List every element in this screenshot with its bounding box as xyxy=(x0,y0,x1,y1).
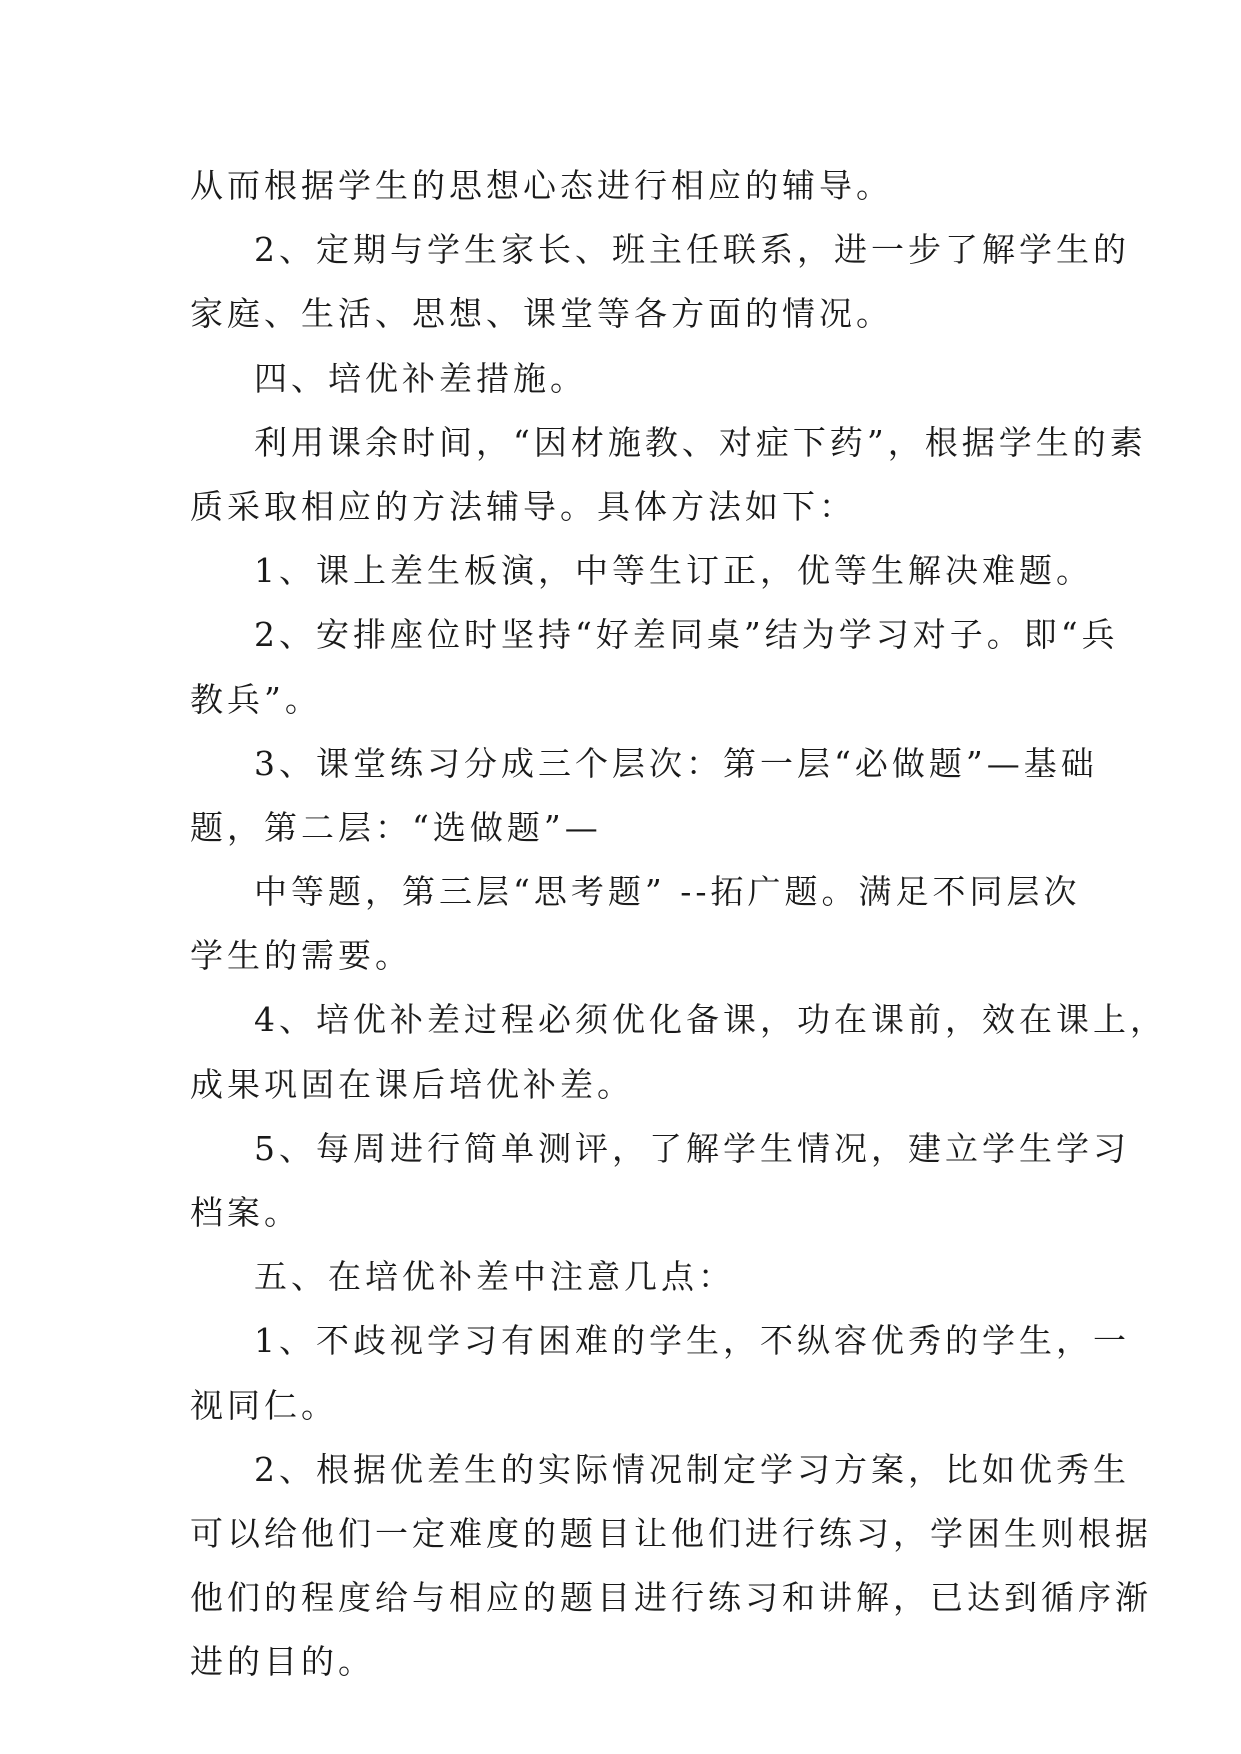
text-line: 他们的程度给与相应的题目进行练习和讲解，已达到循序渐 xyxy=(190,1578,1152,1618)
text-line: 5、每周进行简单测评，了解学生情况，建立学生学习 xyxy=(254,1128,1130,1168)
text-line: 视同仁。 xyxy=(190,1385,338,1425)
text-line: 2、定期与学生家长、班主任联系，进一步了解学生的 xyxy=(254,230,1130,270)
text-line: 2、根据优差生的实际情况制定学习方案，比如优秀生 xyxy=(254,1449,1130,1489)
text-line: 家庭、生活、思想、课堂等各方面的情况。 xyxy=(190,294,893,334)
text-line: 3、课堂练习分成三个层次：第一层“必做题”—基础 xyxy=(254,743,1098,783)
text-line: 2、安排座位时坚持“好差同桌”结为学习对子。即“兵 xyxy=(254,615,1119,655)
section-heading: 四、培优补差措施。 xyxy=(254,358,587,398)
text-line: 质采取相应的方法辅导。具体方法如下： xyxy=(190,486,856,526)
text-line: 档案。 xyxy=(190,1193,301,1232)
text-line: 进的目的。 xyxy=(190,1642,375,1682)
section-heading: 五、在培优补差中注意几点： xyxy=(254,1257,735,1297)
text-line: 教兵”。 xyxy=(190,679,322,719)
text-line: 题，第二层：“选做题”— xyxy=(190,807,602,847)
text-line: 利用课余时间，“因材施教、对症下药”，根据学生的素 xyxy=(254,422,1147,462)
text-line: 中等题，第三层“思考题” --拓广题。满足不同层次 xyxy=(254,872,1081,912)
text-line: 从而根据学生的思想心态进行相应的辅导。 xyxy=(190,166,893,205)
text-line: 可以给他们一定难度的题目让他们进行练习，学困生则根据 xyxy=(190,1513,1152,1553)
text-line: 成果巩固在课后培优补差。 xyxy=(190,1064,634,1104)
text-line: 1、课上差生板演，中等生订正，优等生解决难题。 xyxy=(254,551,1093,591)
text-line: 1、不歧视学习有困难的学生，不纵容优秀的学生，一 xyxy=(254,1321,1130,1361)
document-body xyxy=(190,154,1167,1695)
text-line: 4、培优补差过程必须优化备课，功在课前，效在课上， xyxy=(254,1000,1167,1040)
text-line: 学生的需要。 xyxy=(190,936,412,976)
